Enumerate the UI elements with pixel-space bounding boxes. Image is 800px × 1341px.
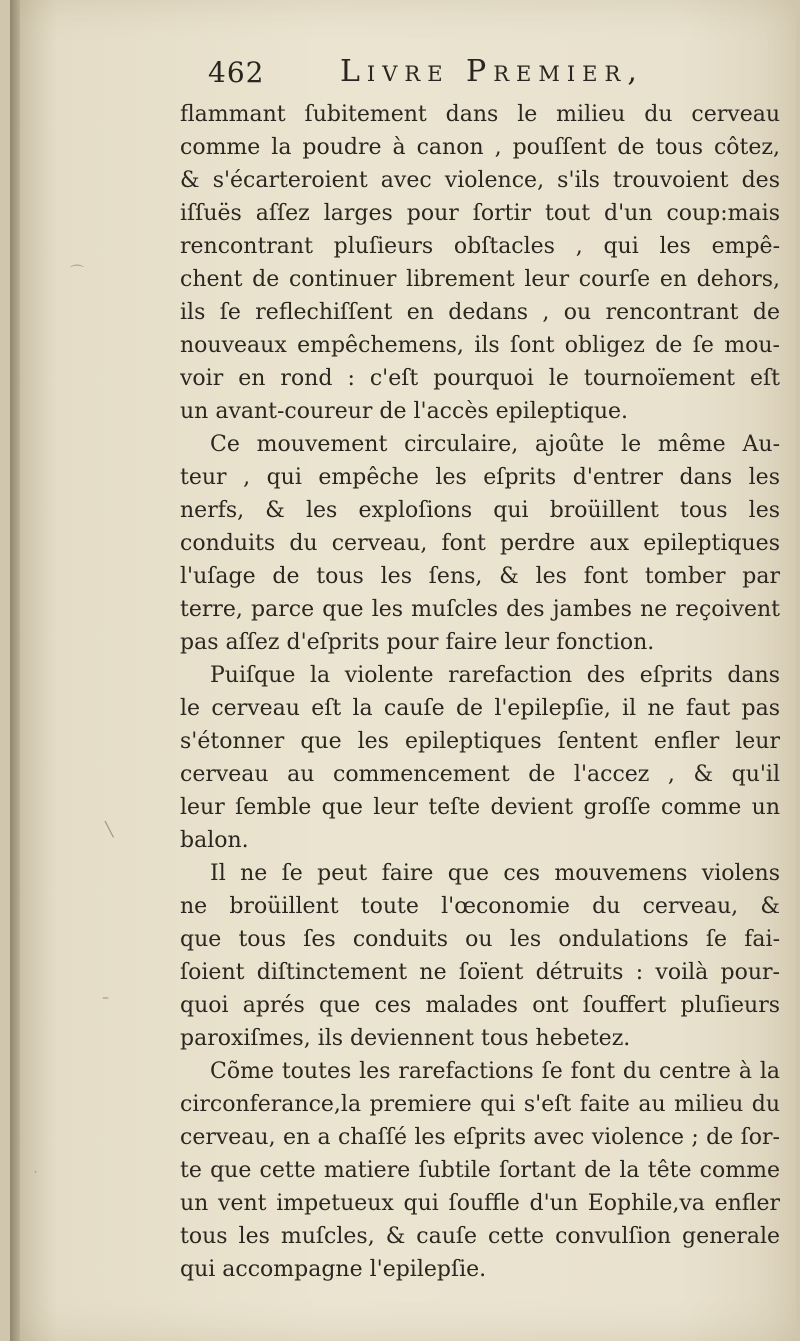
text-line: cerveau au commencement de l'accez , & qu'il bbox=[180, 762, 780, 787]
text-line: pas aſſez d'eſprits pour faire leur fonction. bbox=[180, 630, 655, 655]
text-line: cerveau, en a chaſſé les eſprits avec violence ; de ſor- bbox=[180, 1125, 780, 1150]
text-line: terre, parce que les muſcles des jambes ne reçoivent bbox=[180, 597, 780, 622]
text-line: quoi aprés que ces malades ont ſouffert pluſieurs bbox=[180, 993, 780, 1018]
text-line: nerfs, & les exploſions qui broüillent tous les bbox=[180, 498, 780, 523]
text-line: qui accompagne l'epilepſie. bbox=[180, 1257, 487, 1282]
text-line: conduits du cerveau, font perdre aux epileptiques bbox=[180, 531, 780, 556]
text-line: teur , qui empêche les eſprits d'entrer dans les bbox=[180, 465, 780, 490]
paragraph-start-line: Ce mouvement circulaire, ajoûte le même Au- bbox=[210, 432, 780, 457]
page-gutter-shadow bbox=[10, 0, 20, 1341]
margin-smudge: – bbox=[102, 990, 109, 1006]
text-line: un vent impetueux qui ſouffle d'un Eophile,va enfler bbox=[180, 1191, 780, 1216]
book-page bbox=[10, 0, 796, 1341]
margin-smudge: ⌒ bbox=[70, 265, 84, 281]
text-line: leur ſemble que leur teſte devient groſſe comme un bbox=[180, 795, 780, 820]
page-number: 462 bbox=[208, 56, 265, 89]
text-line: paroxiſmes, ils deviennent tous hebetez. bbox=[180, 1026, 631, 1051]
text-line: & s'écarteroient avec violence, s'ils trouvoient des bbox=[180, 168, 780, 193]
text-line: un avant-coureur de l'accès epileptique. bbox=[180, 399, 629, 424]
text-line: te que cette matiere ſubtile ſortant de la tête comme bbox=[180, 1158, 780, 1183]
text-line: que tous ſes conduits ou les ondulations ſe fai- bbox=[180, 927, 780, 952]
text-line: nouveaux empêchemens, ils ſont obligez de ſe mou- bbox=[180, 333, 780, 358]
text-line: le cerveau eſt la cauſe de l'epilepſie, il ne faut pas bbox=[180, 696, 780, 721]
running-head: Livre Premier, bbox=[340, 54, 644, 89]
paragraph-start-line: Il ne ſe peut faire que ces mouvemens violens bbox=[210, 861, 780, 886]
page-header bbox=[200, 52, 790, 98]
margin-smudge: ˙ bbox=[32, 1170, 39, 1186]
text-line: circonferance,la premiere qui s'eſt faite au milieu du bbox=[180, 1092, 780, 1117]
text-line: comme la poudre à canon , pouſſent de tous côtez, bbox=[180, 135, 780, 160]
text-line: chent de continuer librement leur courſe en dehors, bbox=[180, 267, 780, 292]
text-line: ne broüillent toute l'œconomie du cerveau, & bbox=[180, 894, 780, 919]
text-line: flammant ſubitement dans le milieu du cerveau bbox=[180, 102, 780, 127]
body-text bbox=[180, 98, 780, 1286]
paragraph-start-line: Cõme toutes les rarefactions ſe font du centre à la bbox=[210, 1059, 780, 1084]
text-line: s'étonner que les epileptiques ſentent enfler leur bbox=[180, 729, 780, 754]
margin-smudge: ╲ bbox=[105, 822, 114, 838]
text-line: rencontrant pluſieurs obſtacles , qui les empê- bbox=[180, 234, 780, 259]
text-line: ſoient diſtinctement ne ſoïent détruits : voilà pour- bbox=[180, 960, 780, 985]
paragraph-start-line: Puiſque la violente rarefaction des eſprits dans bbox=[210, 663, 780, 688]
text-line: voir en rond : c'eſt pourquoi le tournoïement eſt bbox=[180, 366, 780, 391]
text-line: balon. bbox=[180, 828, 249, 853]
text-line: tous les muſcles, & cauſe cette convulſion generale bbox=[180, 1224, 780, 1249]
text-line: ils ſe reflechiſſent en dedans , ou rencontrant de bbox=[180, 300, 780, 325]
text-line: l'uſage de tous les ſens, & les font tomber par bbox=[180, 564, 780, 589]
text-line: iſſuës aſſez larges pour ſortir tout d'un coup:mais bbox=[180, 201, 780, 226]
